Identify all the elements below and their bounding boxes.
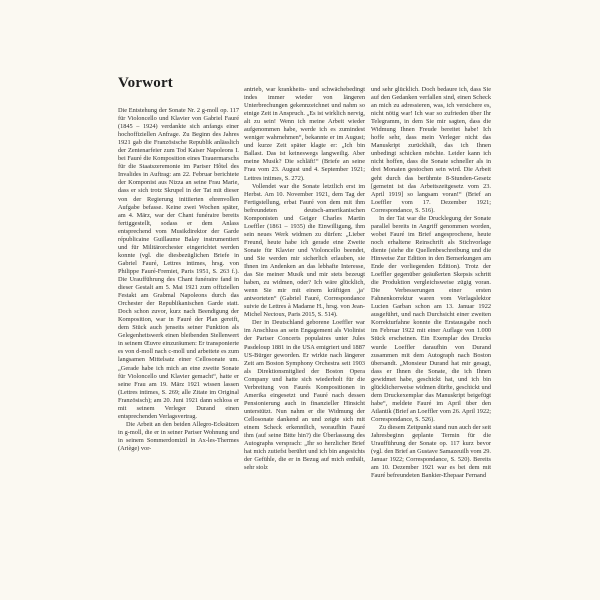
text-column-2 <box>244 86 365 593</box>
paragraph: Vollendet war die Sonate letztlich erst im Herbst. Am 10. November 1921, dem Tag der Fertigstellung, erbat Fauré von dem mit ihm befreundeten deutsch-amerikanischen Komponisten und Geiger Charles Martin Loeffler (1861 – 1935) die Einwilligung, ihm sein neues Werk widmen zu dürfen: „Lieber Freund, heute habe ich gerade eine Zweite Sonate für Klavier und Violoncello beendet, und Sie werden mir sicherlich erlauben, sie Ihnen im Andenken an das lebhafte Interesse, das Sie meiner Musik und mir stets bezeugt haben, zu widmen, oder? Ich wäre glücklich, wenn Sie mir mit einem kräftigen ‚ja‘ antworteten“ (Gabriel Fauré, Correspondance suivie de Lettres à Madame H., hrsg. von Jean-Michel Nectoux, Paris 2015, S. 514). <box>244 182 365 319</box>
paragraph: In der Tat war die Drucklegung der Sonate parallel bereits in Angriff genommen worden, wobei Fauré im Brief angesprochene, heute noch erhaltene Reinschrift als Stichvorlage diente (siehe die Quellenbeschreibung und die Hinweise Zur Edition in den Bemerkungen am Ende der vorliegenden Edition). Trotz der Loeffler gegenüber geäußerten Skepsis schritt die Produktion vergleichsweise zügig voran. Die Verbesserungen einer ersten Fahnenkorrektur waren vom Verlagslektor Lucien Garban schon am 13. Januar 1922 ausgeführt, und nach Durchsicht einer zweiten Korrekturfahne konnte die Erstausgabe noch im Februar 1922 mit einer Auflage von 1.000 Stück erscheinen. Ein Exemplar des Drucks wurde Loeffler daraufhin von Durand zusammen mit dem Autograph nach Boston übersandt. „Monsieur Durand hat mir gesagt, dass er Ihnen die Sonate, die ich Ihnen gewidmet habe, geschickt hat, und ich bin glücklicherweise widmen dürfte, geschickt und dem Druckexemplar das Manuskript beigefügt habe“, meldete Fauré im April über den Atlantik (Brief an Loeffler vom 26. April 1922; Correspondance, S. 526). <box>371 214 491 423</box>
paragraph: antrieb, war krankheits- und schwächebedingt indes immer wieder von längeren Unterbrechungen gekennzeichnet und nahm so einige Zeit in Anspruch. „Es ist wirklich nervig, alt zu sein! Wenn ich meine Arbeit wieder aufgenommen habe, werde ich es zumindest weniger wahrnehmen“, bekannte er im August; und kurze Zeit später klagte er: „Ich bin Ballast. Das ist keineswegs langweilig. Aber meine Musik? Die schläft!“ (Briefe an seine Frau vom 23. August und 4. September 1921; Lettres intimes, S. 272). <box>244 86 365 182</box>
paragraph: Der in Deutschland geborene Loeffler war im Anschluss an sein Engagement als Violinist der Pariser Concerts populaires unter Jules Pasdeloup 1881 in die USA emigriert und 1887 US-Bürger geworden. Er wirkte nach längerer Zeit am Boston Symphony Orchestra seit 1903 als Direktionsmitglied der Boston Opera Company und hatte sich wiederholt für die Verbreitung von Faurés Kompositionen in Amerika eingesetzt und Fauré nach dessen Pensionierung auch in finanzieller Hinsicht unterstützt. Nun nahm er die Widmung der Cellosonate dankend an und zeigte sich mit einem Scheck erkenntlich, woraufhin Fauré ihm (auf seine Bitte hin?) die Überlassung des Autographs versprach: „Ihr so herzlicher Brief hat mich zutiefst berührt und ich bin angesichts der Gefühle, die er in Bezug auf mich enthält, sehr stolz <box>244 319 365 472</box>
paragraph: und sehr glücklich. Doch bedaure ich, dass Sie auf den Gedanken verfallen sind, einen Scheck an mich zu adressieren, was, ich versichere es, nicht nötig war! Ich war so zufrieden über Ihr Telegramm, in dem Sie mir sagten, dass die Widmung Ihnen Freude bereitet habe! Ich hoffe sehr, dass mein Verleger nicht das Manuskript zurückhält, das ich Ihnen unbedingt schicken möchte. Leider kann ich nicht hoffen, dass die Sonate schneller als in drei Monaten gestochen sein wird. Die Arbeit geht durch das berühmte 8-Stunden-Gesetz [gemeint ist das Arbeitszeitgesetz vom 23. April 1919] so langsam voran!“ (Brief an Loeffler vom 17. Dezember 1921; Correspondance, S. 516). <box>371 86 491 214</box>
paragraph: Die Arbeit an den beiden Allegro-Ecksätzen in g-moll, die er in seiner Pariser Wohnung und in seinem Sommerdomizil in Ax-les-Thermes (Ariège) vor- <box>118 420 239 452</box>
paragraph: Zu diesem Zeitpunkt stand nun auch der seit Jahresbeginn geplante Termin für die Uraufführung der Sonate op. 117 kurz bevor (vgl. den Brief an Gustave Samazeuilh vom 29. Januar 1922; Correspondance, S. 520). Bereits am 10. Dezember 1921 war es bei dem mit Fauré befreundeten Bankier-Ehepaar Fernand <box>371 423 491 480</box>
text-column-3 <box>371 86 491 593</box>
page-title: Vorwort <box>118 75 173 91</box>
text-column-1 <box>118 107 239 593</box>
paragraph: Die Entstehung der Sonate Nr. 2 g-moll op. 117 für Violoncello und Klavier von Gabriel Fauré (1845 – 1924) verdankte sich anfangs einer hochoffiziellen Anfrage. Zu Beginn des Jahres 1921 gab die Französische Republik anlässlich der Zentenarfeier zum Tod Kaiser Napoleons I. bei Fauré die Komposition eines Trauermarschs für die Staatszeremonie im Pariser Hôtel des Invalides in Auftrag: am 22. Februar berichtete der Komponist aus Nizza an seine Frau Marie, dass er sich trotz Skrupel in der Tat mit dieser von der Regierung initiierten ehrenvollen Aufgabe befasse. Keine zwei Wochen später, am 4. März, war der Chant funéraire bereits fertiggestellt, sodass er dem Anlass entsprechend vom Musikdirektor der Garde républicaine Guillaume Balay instrumentiert und für Militärorchester eingerichtet werden konnte (vgl. die diesbezüglichen Briefe in Gabriel Fauré, Lettres intimes, hrsg. von Philippe Fauré-Fremiet, Paris 1951, S. 263 f.). Die Uraufführung des Chant funéraire fand in dieser Gestalt am 5. Mai 1921 zum offiziellen Festakt am Grabmal Napoleons durch das Orchester der Republikanischen Garde statt. Doch schon zuvor, kurz nach Beendigung der Komposition, war in Fauré der Plan gereift, dem Stück auch jenseits seiner Funktion als Gelegenheitswerk einen bleibenden Stellenwert in seinem Œuvre einzuräumen: Er transponierte es von d-moll nach c-moll und arbeitete es zum langsamen Mittelsatz einer Cellosonate um. „Gerade habe ich mich an eine zweite Sonate für Violoncello und Klavier gemacht“, hatte er seine Frau am 19. März 1921 wissen lassen (Lettres intimes, S. 269; alle Zitate im Original Französisch); am 20. Juni 1921 dann schloss er mit seinem Verleger Durand einen entsprechenden Verlagsvertrag. <box>118 107 239 420</box>
